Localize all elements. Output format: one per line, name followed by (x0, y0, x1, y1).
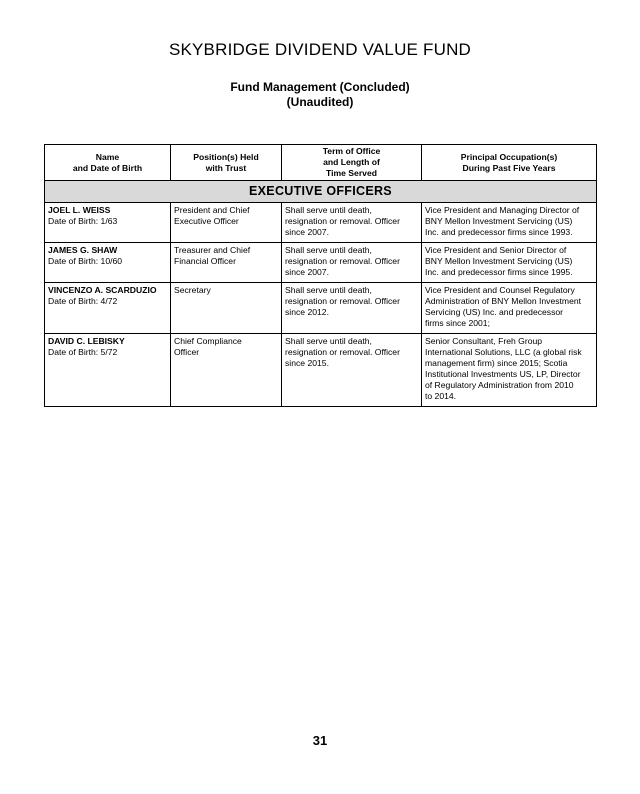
header-position-line: Position(s) Held (193, 151, 259, 162)
name-cell (45, 203, 171, 243)
header-position (171, 145, 282, 181)
occupation-cell (422, 283, 597, 334)
term-cell (282, 203, 422, 243)
occupation-line: Vice President and Managing Director of (425, 205, 580, 215)
position-line: Secretary (174, 285, 211, 295)
header-occupation (422, 145, 597, 181)
officer-dob: Date of Birth: 1/63 (48, 216, 118, 226)
header-occupation-line: During Past Five Years (462, 162, 556, 173)
table-row (45, 334, 597, 407)
page-number: 31 (312, 733, 328, 748)
term-line: since 2007. (285, 227, 329, 237)
name-cell (45, 334, 171, 407)
header-term (282, 145, 422, 181)
officer-dob: Date of Birth: 4/72 (48, 296, 118, 306)
occupation-line: firms since 2001; (425, 318, 490, 328)
officer-name: DAVID C. LEBISKY (48, 336, 125, 346)
header-term-line: Term of Office (322, 146, 381, 156)
term-cell (282, 283, 422, 334)
position-line: President and Chief (174, 205, 250, 215)
term-line: resignation or removal. Officer (285, 296, 400, 306)
position-line: Officer (174, 347, 200, 357)
table-row (45, 283, 597, 334)
officer-dob: Date of Birth: 5/72 (48, 347, 118, 357)
name-cell (45, 243, 171, 283)
header-occupation-line: Principal Occupation(s) (460, 151, 558, 162)
fund-management-table (44, 144, 597, 407)
term-line: resignation or removal. Officer (285, 256, 400, 266)
position-line: Financial Officer (174, 256, 236, 266)
officer-name: VINCENZO A. SCARDUZIO (48, 285, 157, 295)
term-cell (282, 334, 422, 407)
position-cell (171, 334, 282, 407)
occupation-line: BNY Mellon Investment Servicing (US) (425, 216, 573, 226)
officer-dob: Date of Birth: 10/60 (48, 256, 123, 266)
occupation-line: Senior Consultant, Freh Group (425, 336, 543, 346)
header-name-line: and Date of Birth (72, 162, 143, 173)
position-cell (171, 203, 282, 243)
occupation-line: Inc. and predecessor firms since 1993. (425, 227, 573, 237)
section-row (45, 181, 597, 203)
section-heading: EXECUTIVE OFFICERS (45, 181, 597, 203)
term-line: resignation or removal. Officer (285, 216, 400, 226)
position-line: Chief Compliance (174, 336, 242, 346)
occupation-line: Vice President and Counsel Regulatory (425, 285, 575, 295)
term-line: Shall serve until death, (285, 205, 372, 215)
position-line: Treasurer and Chief (174, 245, 251, 255)
term-line: since 2007. (285, 267, 329, 277)
header-term-line: and Length of (323, 157, 380, 167)
term-cell (282, 243, 422, 283)
occupation-cell (422, 203, 597, 243)
occupation-cell (422, 243, 597, 283)
occupation-line: Administration of BNY Mellon Investment (425, 296, 582, 306)
occupation-line: management firm) since 2015; Scotia (425, 358, 568, 368)
occupation-line: BNY Mellon Investment Servicing (US) (425, 256, 573, 266)
subtitle-line-1: Fund Management (Concluded) (230, 80, 410, 94)
position-cell (171, 283, 282, 334)
occupation-line: International Solutions, LLC (a global risk (425, 347, 582, 357)
subtitle-line-2: (Unaudited) (286, 95, 354, 109)
term-line: Shall serve until death, (285, 336, 372, 346)
page-subtitle (0, 80, 640, 110)
occupation-line: Vice President and Senior Director of (425, 245, 567, 255)
term-line: resignation or removal. Officer (285, 347, 400, 357)
term-line: since 2012. (285, 307, 329, 317)
header-position-line: with Trust (205, 162, 247, 173)
name-cell (45, 283, 171, 334)
term-line: since 2015. (285, 358, 329, 368)
occupation-line: Inc. and predecessor firms since 1995. (425, 267, 573, 277)
header-name-line: Name (95, 151, 120, 162)
occupation-cell (422, 334, 597, 407)
occupation-line: to 2014. (425, 391, 457, 401)
officer-name: JOEL L. WEISS (48, 205, 111, 215)
header-name (45, 145, 171, 181)
occupation-line: Servicing (US) Inc. and predecessor (425, 307, 564, 317)
officer-name: JAMES G. SHAW (48, 245, 118, 255)
term-line: Shall serve until death, (285, 285, 372, 295)
header-term-line: Time Served (326, 168, 377, 178)
fund-title: SKYBRIDGE DIVIDEND VALUE FUND (168, 40, 472, 59)
table-row (45, 243, 597, 283)
term-line: Shall serve until death, (285, 245, 372, 255)
position-cell (171, 243, 282, 283)
occupation-line: Institutional Investments US, LP, Director (425, 369, 581, 379)
table-header-row (45, 145, 597, 181)
table-row (45, 203, 597, 243)
occupation-line: of Regulatory Administration from 2010 (425, 380, 574, 390)
position-line: Executive Officer (174, 216, 239, 226)
